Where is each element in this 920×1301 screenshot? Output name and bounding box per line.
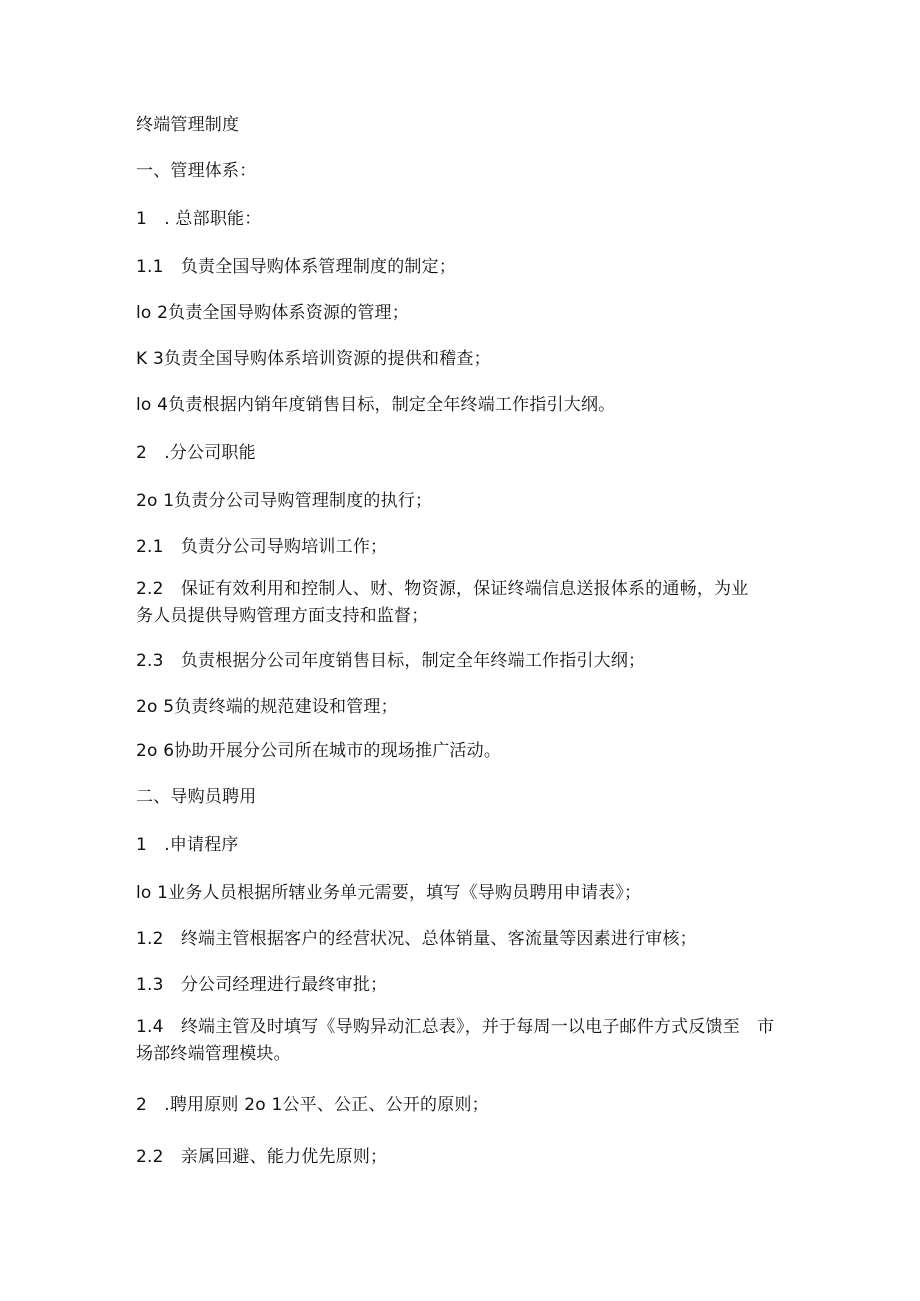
paragraph-line: lo 4负责根据内销年度销售目标，制定全年终端工作指引大纲。 [136, 395, 616, 415]
paragraph-line: 2o 6协助开展分公司所在城市的现场推广活动。 [136, 741, 502, 761]
subsection-branch-functions: 2 .分公司职能 [136, 443, 256, 463]
paragraph-line: 2o 1负责分公司导购管理制度的执行； [136, 491, 433, 511]
subsection-hiring-principles: 2 .聘用原则 2o 1公平、公正、公开的原则； [136, 1095, 489, 1115]
paragraph-line: K 3负责全国导购体系培训资源的提供和稽查； [136, 349, 491, 369]
subsection-application-procedure: 1 .申请程序 [136, 835, 239, 855]
paragraph-line: 2o 5负责终端的规范建设和管理； [136, 697, 398, 717]
paragraph-line: 2.2 亲属回避、能力优先原则； [136, 1147, 388, 1167]
section-heading-management-system: 一、管理体系： [136, 161, 257, 181]
paragraph-line: 1.2 终端主管根据客户的经营状况、总体销量、客流量等因素进行审核； [136, 929, 697, 949]
paragraph-line: lo 2负责全国导购体系资源的管理； [136, 303, 409, 323]
section-heading-guide-hiring: 二、导购员聘用 [136, 787, 257, 807]
document-title: 终端管理制度 [136, 115, 240, 135]
paragraph-line: lo 1业务人员根据所辖业务单元需要，填写《导购员聘用申请表》； [136, 883, 642, 903]
paragraph-line: 2.1 负责分公司导购培训工作； [136, 537, 388, 557]
paragraph-line: 1.3 分公司经理进行最终审批； [136, 975, 388, 995]
paragraph-line: 2.2 保证有效利用和控制人、财、物资源，保证终端信息送报体系的通畅，为业 务人员提供导购管理方面支持和监督； [136, 579, 766, 626]
paragraph-line: 1.4 终端主管及时填写《导购异动汇总表》，并于每周一以电子邮件方式反馈至 市场部终端管理模块。 [136, 1017, 775, 1064]
subsection-headquarters-functions: 1 . 总部职能： [136, 209, 262, 229]
paragraph-line: 1.1 负责全国导购体系管理制度的制定； [136, 257, 457, 277]
paragraph-line: 2.3 负责根据分公司年度销售目标，制定全年终端工作指引大纲； [136, 651, 646, 671]
